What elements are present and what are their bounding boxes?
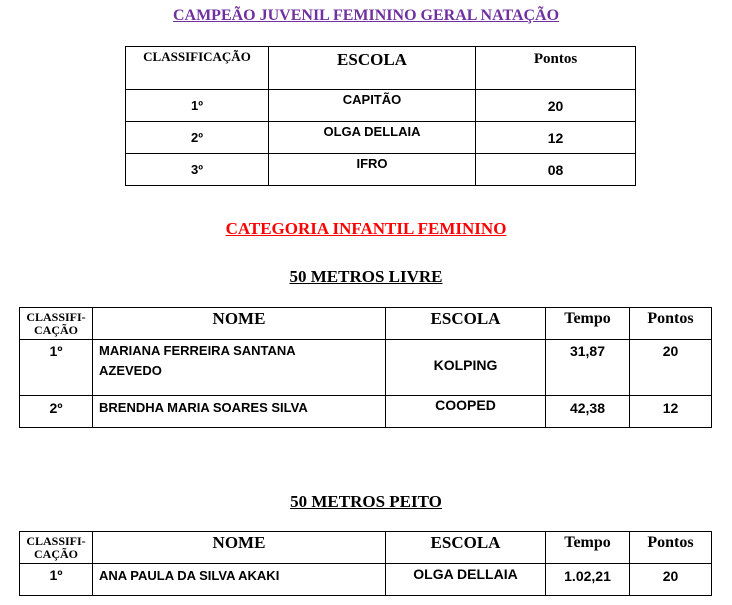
event-title-50m-livre: 50 METROS LIVRE (289, 267, 443, 286)
cell-nome-line2: AZEVEDO (99, 363, 162, 378)
table-row (20, 340, 712, 396)
header-classificacao-line2: CAÇÃO (34, 322, 78, 337)
table-header-row (20, 532, 712, 564)
cell-escola-text: KOLPING (433, 356, 498, 373)
header-escola: ESCOLA (386, 308, 546, 340)
cell-position: 1º (126, 90, 269, 122)
table-header-row (20, 308, 712, 340)
header-classificacao-line1: CLASSIFI- (26, 309, 86, 324)
event-title-50m-peito: 50 METROS PEITO (290, 492, 442, 511)
cell-nome: BRENDHA MARIA SOARES SILVA (93, 396, 386, 428)
cell-nome (93, 340, 386, 396)
table-row (126, 122, 636, 154)
cell-position: 1º (20, 340, 93, 396)
header-classificacao-line1: CLASSIFI- (26, 533, 86, 548)
header-escola: ESCOLA (269, 47, 476, 90)
juvenil-ranking-table (125, 46, 636, 186)
header-tempo: Tempo (546, 308, 630, 340)
cell-pontos: 12 (476, 122, 636, 154)
header-classificacao-line2: CAÇÃO (34, 546, 78, 561)
cell-position: 1º (20, 564, 93, 596)
table-row (20, 396, 712, 428)
header-pontos: Pontos (630, 532, 712, 564)
cell-escola: OLGA DELLAIA (269, 122, 476, 154)
header-pontos: Pontos (476, 47, 636, 90)
header-escola: ESCOLA (386, 532, 546, 564)
cell-tempo: 1.02,21 (546, 564, 630, 596)
header-classificacao (20, 308, 93, 340)
cell-tempo: 31,87 (546, 340, 630, 396)
cell-escola (386, 340, 546, 396)
cell-escola: IFRO (269, 154, 476, 186)
header-tempo: Tempo (546, 532, 630, 564)
cell-escola: CAPITÃO (269, 90, 476, 122)
livre-results-table (19, 307, 712, 428)
cell-tempo: 42,38 (546, 396, 630, 428)
cell-pontos: 20 (630, 340, 712, 396)
category-title: CATEGORIA INFANTIL FEMININO (225, 219, 507, 238)
cell-escola: COOPED (386, 396, 546, 428)
header-classificacao: CLASSIFICAÇÃO (126, 47, 269, 90)
cell-position: 2º (20, 396, 93, 428)
header-nome: NOME (93, 308, 386, 340)
header-pontos: Pontos (630, 308, 712, 340)
cell-pontos: 20 (630, 564, 712, 596)
cell-pontos: 08 (476, 154, 636, 186)
cell-nome: ANA PAULA DA SILVA AKAKI (93, 564, 386, 596)
table-row (20, 564, 712, 596)
header-classificacao (20, 532, 93, 564)
cell-escola: OLGA DELLAIA (386, 564, 546, 596)
cell-position: 2º (126, 122, 269, 154)
cell-pontos: 20 (476, 90, 636, 122)
table-row (126, 90, 636, 122)
table-header-row (126, 47, 636, 90)
cell-nome-line1: MARIANA FERREIRA SANTANA (99, 343, 296, 358)
header-nome: NOME (93, 532, 386, 564)
cell-pontos: 12 (630, 396, 712, 428)
cell-position: 3º (126, 154, 269, 186)
peito-results-table (19, 531, 712, 596)
table-row (126, 154, 636, 186)
section-title-juvenil: CAMPEÃO JUVENIL FEMININO GERAL NATAÇÃO (172, 7, 560, 24)
